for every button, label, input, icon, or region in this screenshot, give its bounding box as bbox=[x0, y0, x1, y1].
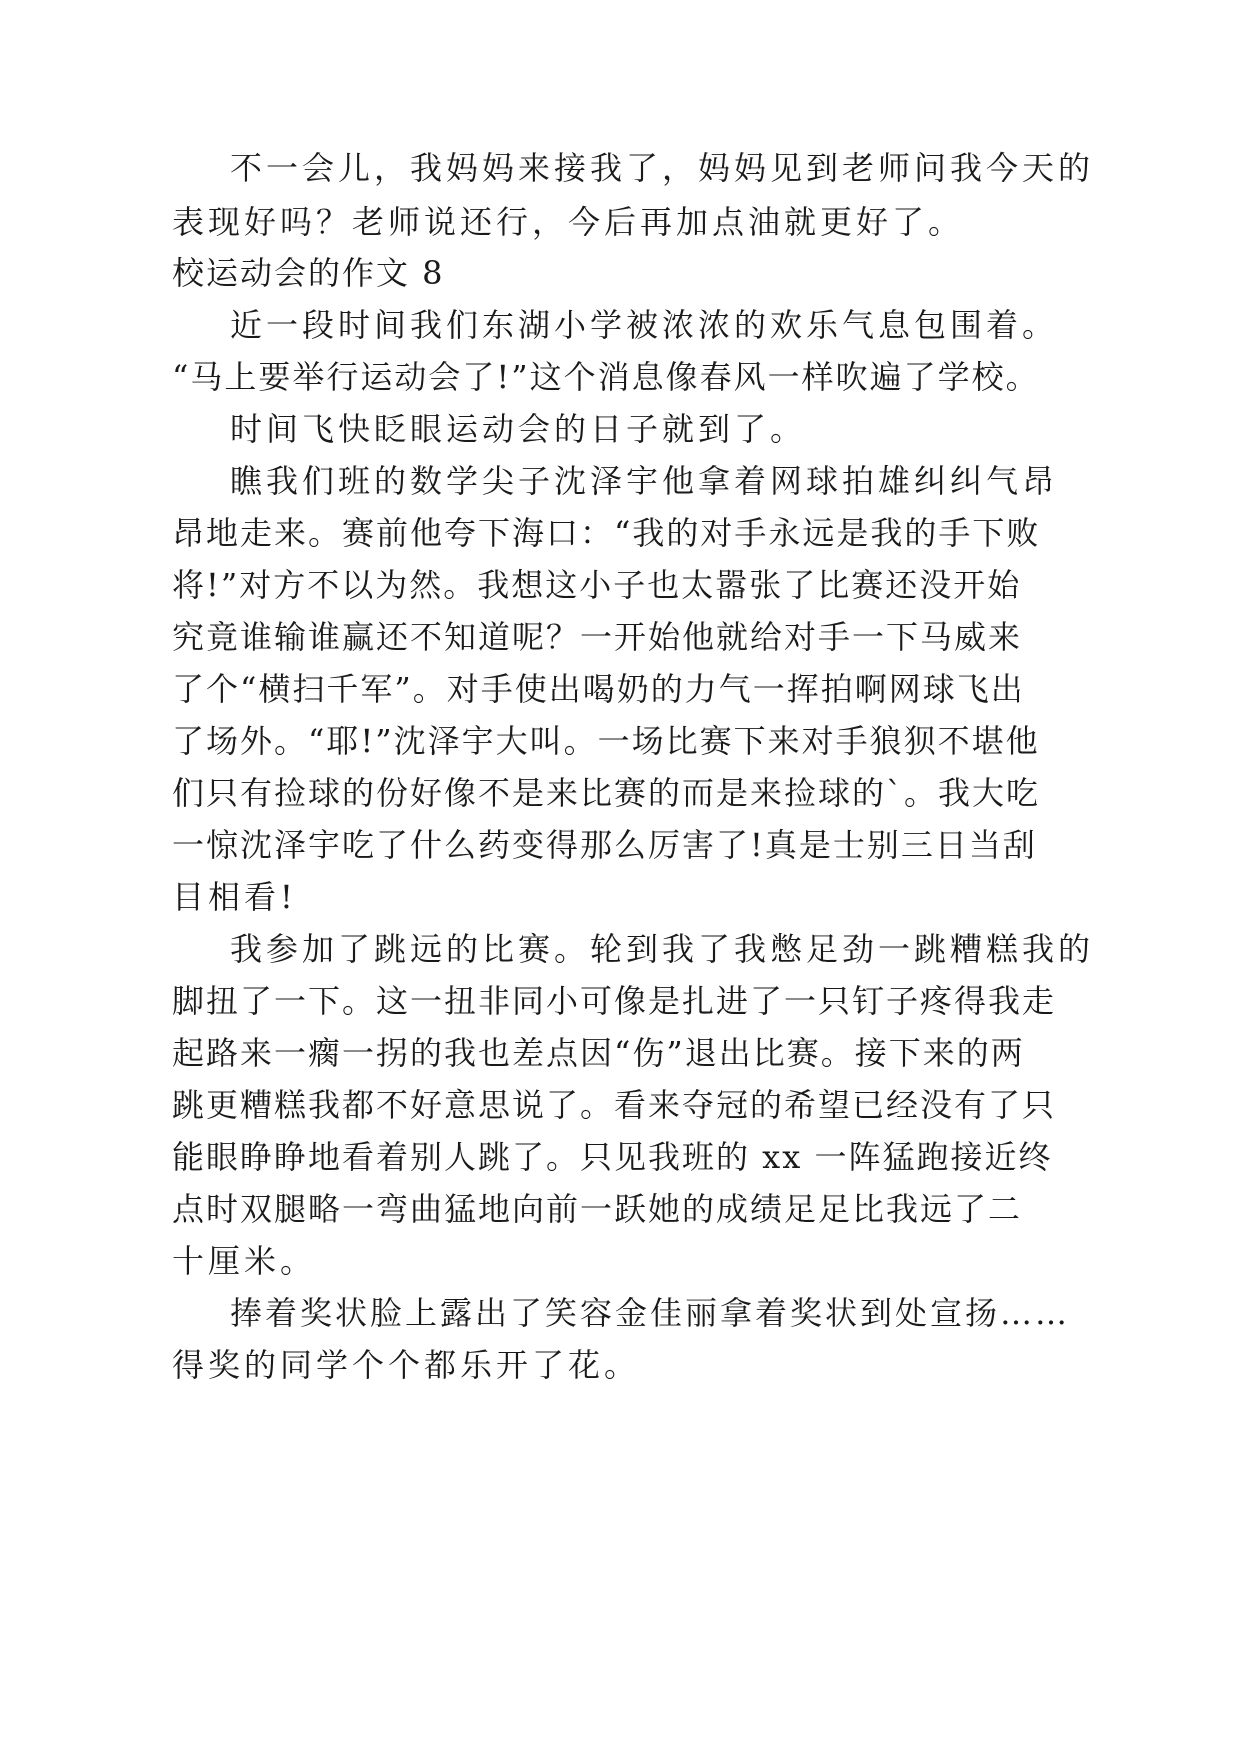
text-line: 十厘米。 bbox=[172, 1242, 317, 1280]
text-line: 将!”对方不以为然。我想这小子也太嚣张了比赛还没开始 bbox=[172, 566, 1022, 604]
text-line: 得奖的同学个个都乐开了花。 bbox=[172, 1346, 641, 1384]
text-line: 一惊沈泽宇吃了什么药变得那么厉害了!真是士别三日当刮 bbox=[172, 826, 1037, 864]
text-line: 点时双腿略一弯曲猛地向前一跃她的成绩足足比我远了二 bbox=[172, 1190, 1023, 1228]
text-line: 时间飞快眨眼运动会的日子就到了。 bbox=[230, 410, 807, 448]
section-heading: 校运动会的作文 8 bbox=[172, 254, 445, 292]
text-line: 能眼睁睁地看着别人跳了。只见我班的 xx 一阵猛跑接近终 bbox=[172, 1138, 1053, 1176]
text-line: 近一段时间我们东湖小学被浓浓的欢乐气息包围着。 bbox=[230, 306, 1059, 344]
text-line: 表现好吗？老师说还行，今后再加点油就更好了。 bbox=[172, 203, 965, 241]
text-line: 不一会儿，我妈妈来接我了，妈妈见到老师问我今天的 bbox=[230, 149, 1095, 187]
text-line: “马上要举行运动会了!”这个消息像春风一样吹遍了学校。 bbox=[172, 358, 1040, 396]
text-line: 捧着奖状脸上露出了笑容金佳丽拿着奖状到处宣扬…… bbox=[230, 1294, 1071, 1332]
text-line: 瞧我们班的数学尖子沈泽宇他拿着网球拍雄纠纠气昂 bbox=[230, 462, 1059, 500]
text-line: 我参加了跳远的比赛。轮到我了我憋足劲一跳糟糕我的 bbox=[230, 930, 1095, 968]
text-line: 起路来一瘸一拐的我也差点因“伤”退出比赛。接下来的两 bbox=[172, 1034, 1025, 1072]
text-line: 目相看! bbox=[172, 878, 297, 916]
text-line: 昂地走来。赛前他夸下海口：“我的对手永远是我的手下败 bbox=[172, 514, 1041, 552]
text-line: 跳更糟糕我都不好意思说了。看来夺冠的希望已经没有了只 bbox=[172, 1086, 1057, 1124]
text-line: 们只有捡球的份好像不是来比赛的而是来捡球的`。我大吃 bbox=[172, 774, 1041, 812]
text-line: 脚扭了一下。这一扭非同小可像是扎进了一只钉子疼得我走 bbox=[172, 982, 1057, 1020]
text-line: 了场外。“耶!”沈泽宇大叫。一场比赛下来对手狼狈不堪他 bbox=[172, 722, 1040, 760]
text-line: 究竟谁输谁赢还不知道呢？一开始他就给对手一下马威来 bbox=[172, 618, 1023, 656]
text-line: 了个“横扫千军”。对手使出喝奶的力气一挥拍啊网球飞出 bbox=[172, 670, 1025, 708]
